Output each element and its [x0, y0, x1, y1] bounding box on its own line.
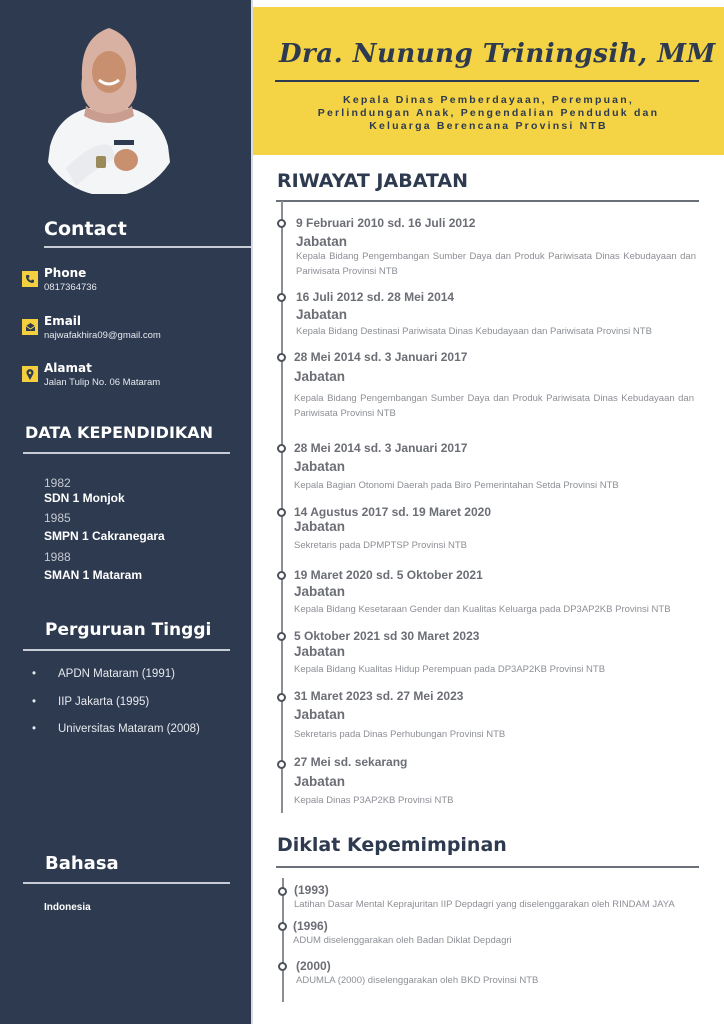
job-label: Jabatan — [296, 234, 348, 249]
job-period: 28 Mei 2014 sd. 3 Januari 2017 — [294, 350, 468, 364]
job-period: 27 Mei sd. sekarang — [294, 755, 408, 769]
bullet-icon: • — [32, 668, 37, 680]
timeline-dot — [278, 922, 287, 931]
contact-rule — [44, 246, 251, 248]
timeline-dot — [277, 293, 286, 302]
language-item: Indonesia — [44, 902, 91, 913]
training-description: ADUM diselenggarakan oleh Badan Diklat Depdagri — [293, 935, 512, 946]
training-year: (2000) — [296, 959, 331, 973]
education-rule — [23, 452, 230, 454]
job-label: Jabatan — [294, 459, 346, 474]
timeline-dot — [277, 353, 286, 362]
job-description: Kepala Bagian Otonomi Daerah pada Biro Pemerintahan Setda Provinsi NTB — [294, 480, 619, 491]
training-year: (1993) — [294, 883, 329, 897]
job-description: Kepala Bidang Pengembangan Sumber Daya dan Produk Pariwisata Dinas Kebudayaan dan Pariwisata Provinsi NTB — [294, 393, 694, 419]
education-school: SMAN 1 Mataram — [44, 568, 143, 582]
university-item: • Universitas Mataram (2008) — [32, 723, 200, 735]
contact-email — [22, 314, 247, 350]
job-period: 5 Oktober 2021 sd 30 Maret 2023 — [294, 629, 480, 643]
university-item: • APDN Mataram (1991) — [32, 668, 175, 680]
training-description: Latihan Dasar Mental Keprajuritan IIP Depdagri yang diselenggarakan oleh RINDAM JAYA — [294, 899, 675, 910]
timeline-dot — [277, 760, 286, 769]
job-description: Sekretaris pada DPMPTSP Provinsi NTB — [294, 540, 467, 551]
phone-icon — [22, 271, 38, 287]
career-rule — [276, 200, 699, 202]
header-banner — [253, 7, 724, 155]
job-description: Kepala Bidang Destinasi Pariwisata Dinas Kebudayaan dan Pariwisata Provinsi NTB — [296, 326, 652, 337]
education-school: SMPN 1 Cakranegara — [44, 529, 165, 543]
job-period: 14 Agustus 2017 sd. 19 Maret 2020 — [294, 505, 491, 519]
training-description: ADUMLA (2000) diselenggarakan oleh BKD Provinsi NTB — [296, 975, 539, 986]
education-heading: DATA KEPENDIDIKAN — [25, 423, 214, 442]
contact-address — [22, 361, 247, 397]
training-rule — [276, 866, 699, 868]
timeline-dot — [277, 693, 286, 702]
profile-title-line: Keluarga Berencana Provinsi NTB — [369, 120, 608, 132]
education-year: 1982 — [44, 476, 71, 490]
timeline-dot — [278, 962, 287, 971]
contact-heading: Contact — [44, 218, 127, 240]
timeline-dot — [277, 632, 286, 641]
phone-value[interactable]: 0817364736 — [44, 282, 97, 293]
job-label: Jabatan — [294, 707, 346, 722]
location-pin-icon — [22, 366, 38, 382]
university-item: • IIP Jakarta (1995) — [32, 696, 150, 708]
profile-title-line: Perlindungan Anak, Pengendalian Penduduk dan — [317, 107, 660, 119]
training-year: (1996) — [293, 919, 328, 933]
training-heading: Diklat Kepemimpinan — [277, 834, 507, 856]
job-description: Kepala Bidang Kualitas Hidup Perempuan pada DP3AP2KB Provinsi NTB — [294, 664, 606, 675]
bullet-icon: • — [32, 696, 37, 708]
bullet-icon: • — [32, 723, 37, 735]
profile-name: Dra. Nunung Triningsih, MM — [279, 39, 716, 69]
email-label: Email — [44, 314, 82, 328]
job-label: Jabatan — [294, 644, 346, 659]
email-icon — [22, 319, 38, 335]
job-label: Jabatan — [294, 584, 346, 599]
job-description: Kepala Bidang Pengembangan Sumber Daya dan Produk Pariwisata Dinas Kebudayaan dan Pariwisata Provinsi NTB — [296, 251, 696, 277]
profile-title-line: Kepala Dinas Pemberdayaan, Perempuan, — [343, 94, 634, 106]
job-period: 16 Juli 2012 sd. 28 Mei 2014 — [296, 290, 455, 304]
university-heading: Perguruan Tinggi — [45, 620, 212, 640]
job-label: Jabatan — [294, 774, 346, 789]
job-period: 9 Februari 2010 sd. 16 Juli 2012 — [296, 216, 476, 230]
career-heading: RIWAYAT JABATAN — [277, 170, 469, 192]
timeline-dot — [277, 219, 286, 228]
contact-phone — [22, 266, 247, 302]
email-value[interactable]: najwafakhira09@gmail.com — [44, 330, 161, 341]
timeline-dot — [277, 571, 286, 580]
education-year: 1988 — [44, 550, 71, 564]
address-value: Jalan Tulip No. 06 Mataram — [44, 377, 161, 388]
education-school: SDN 1 Monjok — [44, 491, 125, 505]
education-year: 1985 — [44, 511, 71, 525]
job-period: 19 Maret 2020 sd. 5 Oktober 2021 — [294, 568, 483, 582]
name-underline — [275, 80, 699, 82]
language-rule — [23, 882, 230, 884]
language-heading: Bahasa — [45, 853, 119, 874]
timeline-dot — [277, 444, 286, 453]
job-label: Jabatan — [296, 307, 348, 322]
university-rule — [23, 649, 230, 651]
phone-label: Phone — [44, 266, 87, 280]
profile-photo — [36, 18, 182, 194]
job-period: 28 Mei 2014 sd. 3 Januari 2017 — [294, 441, 468, 455]
job-description: Kepala Bidang Kesetaraan Gender dan Kualitas Keluarga pada DP3AP2KB Provinsi NTB — [294, 604, 671, 615]
timeline-dot — [277, 508, 286, 517]
job-period: 31 Maret 2023 sd. 27 Mei 2023 — [294, 689, 464, 703]
address-label: Alamat — [44, 361, 92, 375]
job-description: Sekretaris pada Dinas Perhubungan Provinsi NTB — [294, 729, 506, 740]
job-description: Kepala Dinas P3AP2KB Provinsi NTB — [294, 795, 454, 806]
job-label: Jabatan — [294, 519, 346, 534]
timeline-dot — [278, 887, 287, 896]
job-label: Jabatan — [294, 369, 346, 384]
training-timeline-line — [282, 878, 284, 1002]
